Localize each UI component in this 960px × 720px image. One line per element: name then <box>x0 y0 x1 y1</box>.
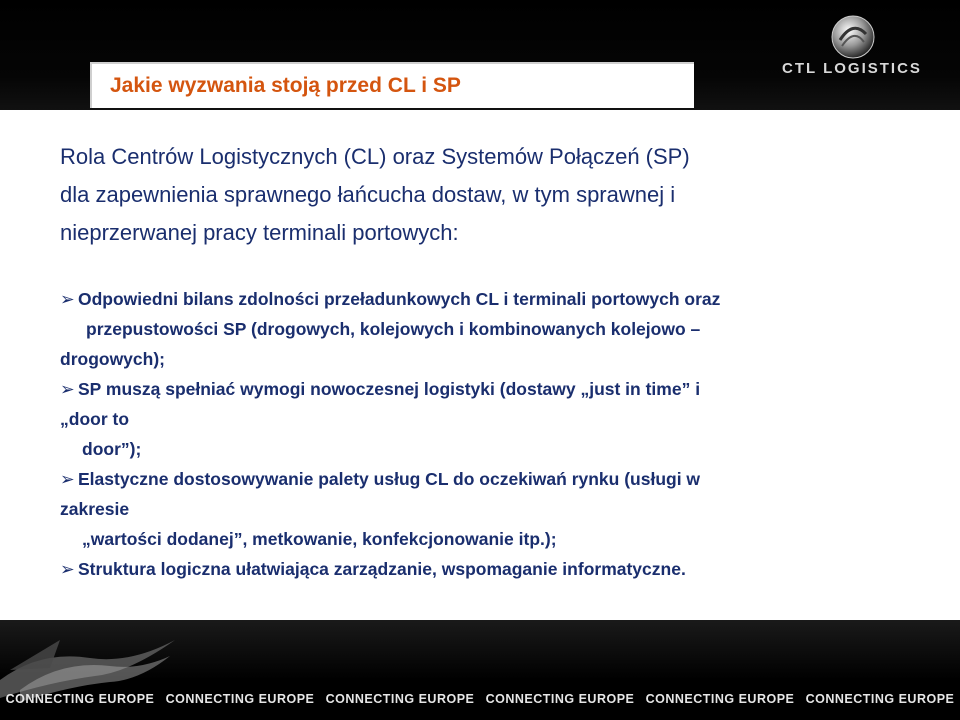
footer-label: CONNECTING EUROPE <box>5 692 155 706</box>
bullet-item <box>60 554 920 584</box>
intro-line: nieprzerwanej pracy terminali portowych: <box>60 220 459 245</box>
arrow-bullet-icon: ➢ <box>60 289 75 309</box>
arrow-bullet-icon: ➢ <box>60 469 75 489</box>
intro-line: dla zapewnienia sprawnego łańcucha dostaw, w tym sprawnej i <box>60 182 676 207</box>
bullet-continuation: „wartości dodanej”, metkowanie, konfekcjonowanie itp.); <box>82 529 557 549</box>
bullet-continuation: „door to <box>60 409 130 429</box>
bullet-continuation: przepustowości SP (drogowych, kolejowych i kombinowanych kolejowo – <box>86 319 701 339</box>
logo-text: CTL LOGISTICS <box>782 60 922 77</box>
bullet-continuation: drogowych); <box>60 349 165 369</box>
bullet-continuation: door”); <box>82 439 142 459</box>
company-logo <box>772 14 932 86</box>
footer-label: CONNECTING EUROPE <box>165 692 315 706</box>
bullet-continuation: zakresie <box>60 499 130 519</box>
bullet-item <box>60 464 920 494</box>
arrow-bullet-icon: ➢ <box>60 379 75 399</box>
bullet-list <box>60 284 920 584</box>
slide-title: Jakie wyzwania stoją przed CL i SP <box>110 74 461 97</box>
intro-line: Rola Centrów Logistycznych (CL) oraz Systemów Połączeń (SP) <box>60 144 690 169</box>
intro-paragraph <box>60 138 900 252</box>
footer-label: CONNECTING EUROPE <box>645 692 795 706</box>
arrow-bullet-icon: ➢ <box>60 559 75 579</box>
globe-emblem-icon <box>830 14 876 60</box>
bullet-text: SP muszą spełniać wymogi nowoczesnej logistyki (dostawy „just in time” i <box>78 379 701 399</box>
bullet-text: Odpowiedni bilans zdolności przeładunkowych CL i terminali portowych oraz <box>78 289 721 309</box>
bullet-text: Struktura logiczna ułatwiająca zarządzanie, wspomaganie informatyczne. <box>78 559 686 579</box>
bullet-item <box>60 284 920 314</box>
footer-band <box>0 620 960 720</box>
title-box <box>90 62 694 108</box>
bullet-text: Elastyczne dostosowywanie palety usług CL do oczekiwań rynku (usługi w <box>78 469 701 489</box>
footer-labels <box>0 692 960 706</box>
footer-label: CONNECTING EUROPE <box>325 692 475 706</box>
footer-label: CONNECTING EUROPE <box>485 692 635 706</box>
header-band <box>0 0 960 110</box>
footer-label: CONNECTING EUROPE <box>805 692 955 706</box>
bullet-item <box>60 374 920 404</box>
